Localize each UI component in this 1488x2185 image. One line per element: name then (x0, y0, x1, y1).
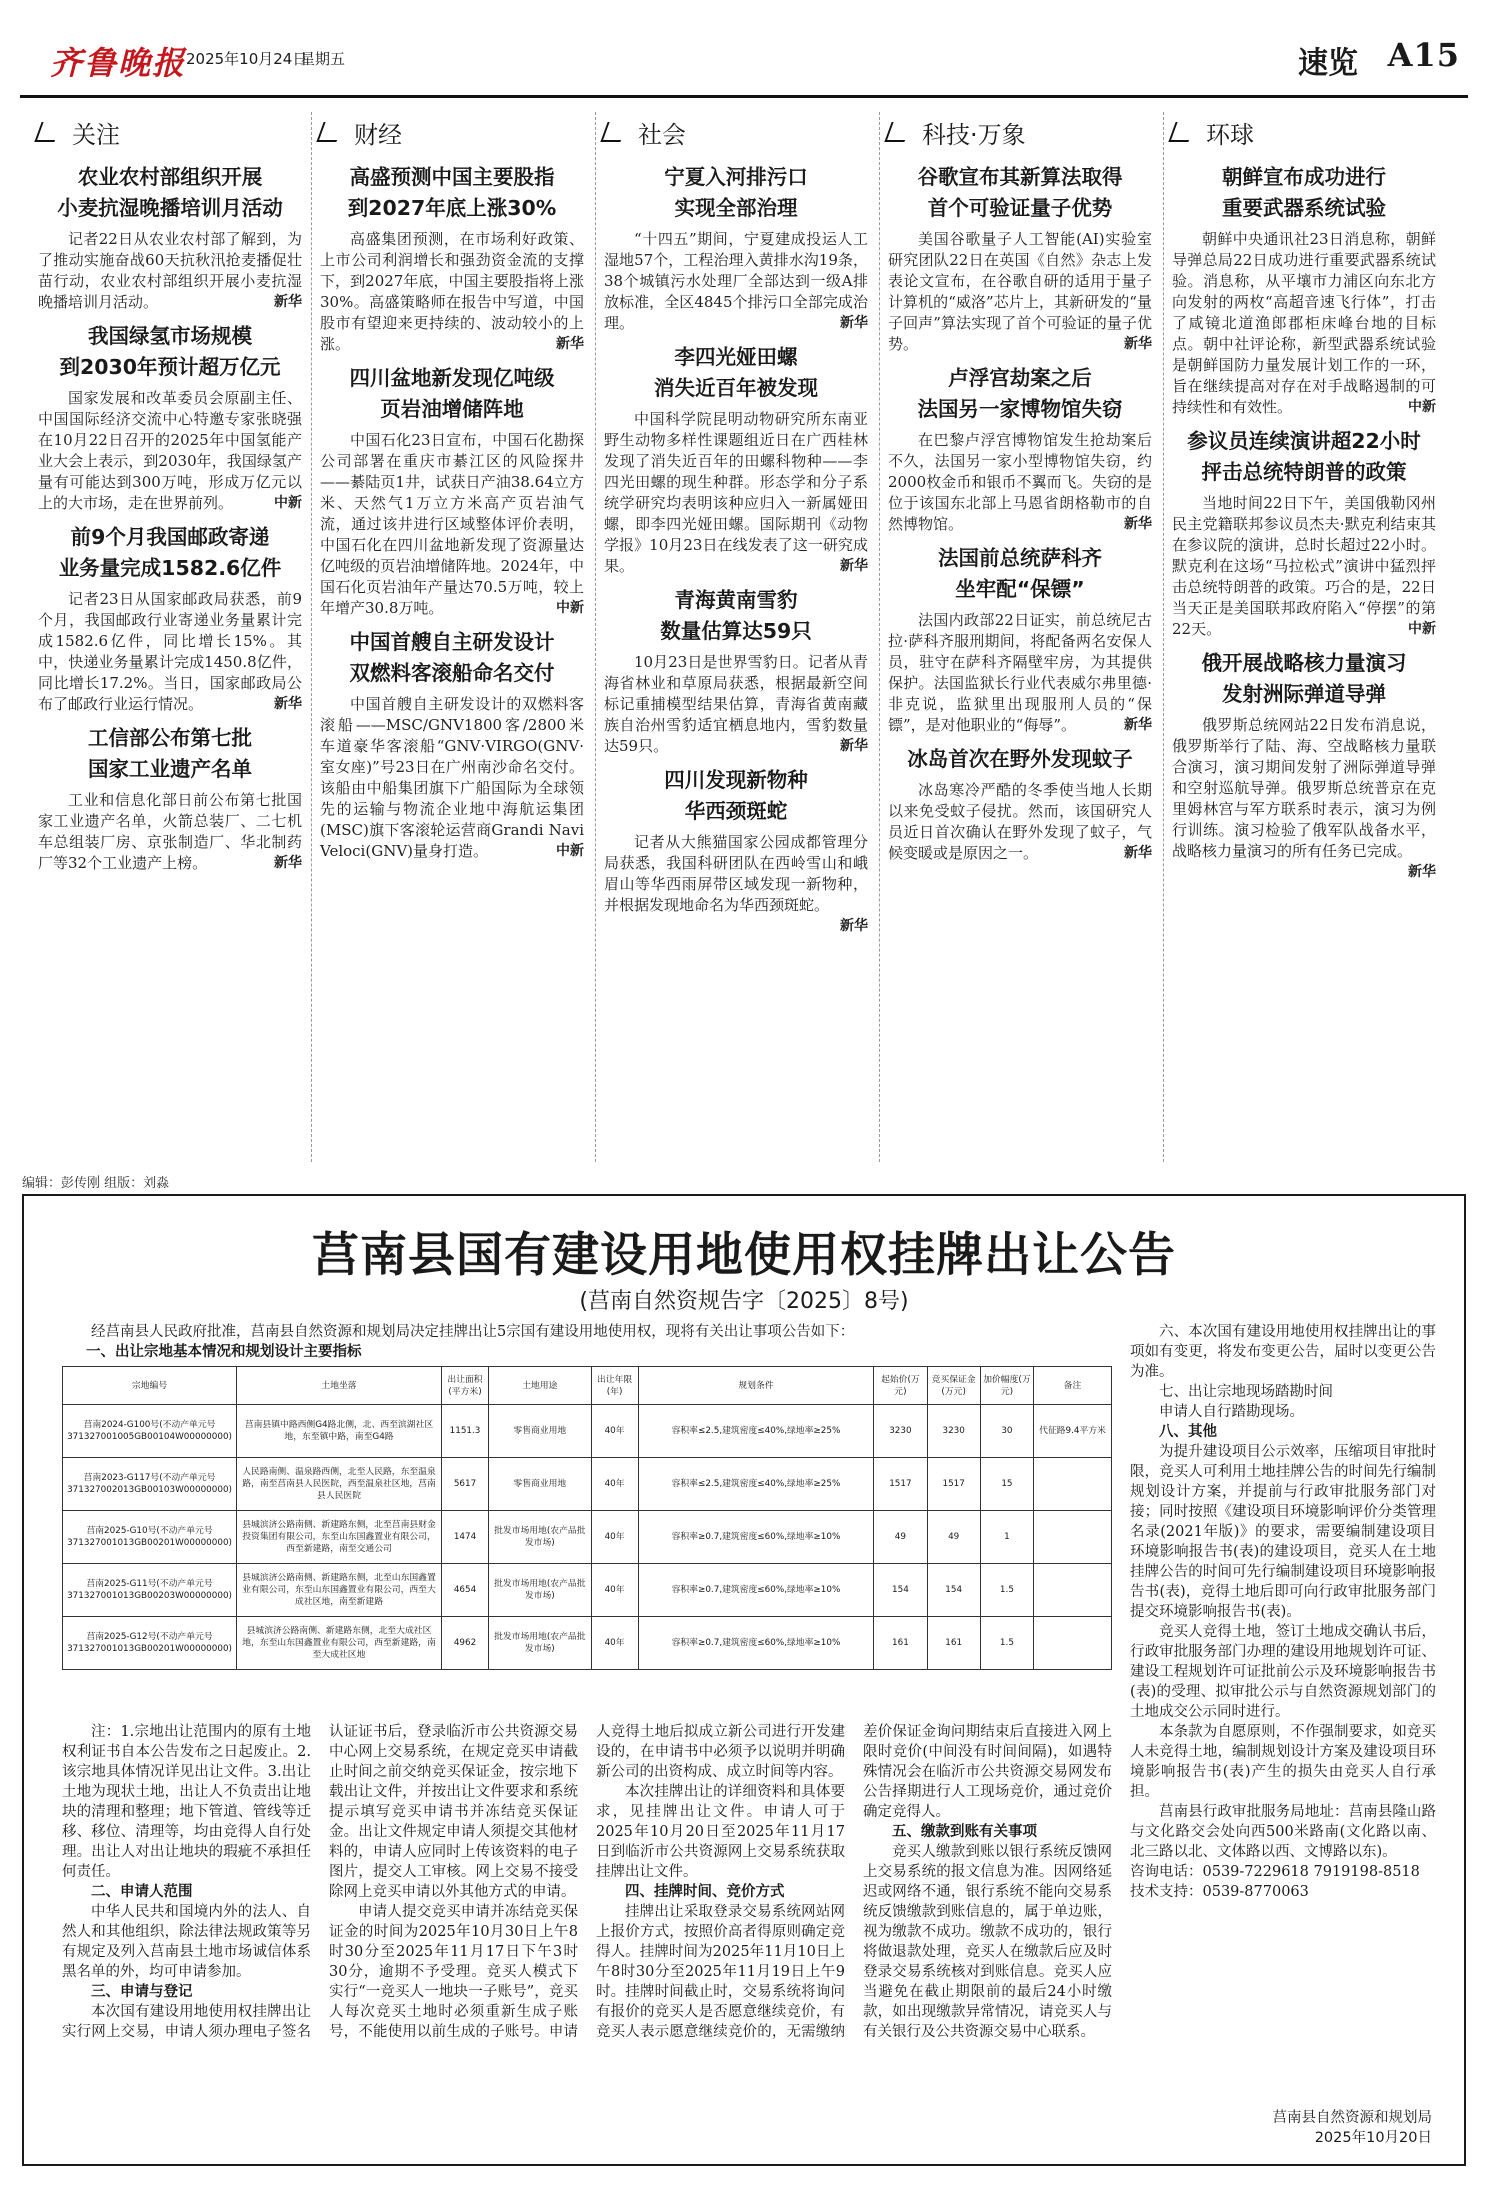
article-text: 中国科学院昆明动物研究所东南亚野生动物多样性课题组近日在广西桂林发现了消失近百年的田螺科物种——李四光田螺的现生种群。形态学和分子系统学研究均表明该种应归入一新属娅田螺，即李四光娅田螺。国际期刊《动物学报》10月23日在线发表了这一研究成果。 (604, 410, 868, 575)
article-body (604, 409, 868, 577)
article-body (888, 610, 1152, 736)
notice-subtitle: (莒南自然资规告字〔2025〕8号) (579, 1289, 909, 1314)
column-header (38, 110, 302, 154)
table-cell: 3230 (874, 1405, 927, 1458)
headline-line: 小麦抗湿晚播培训月活动 (57, 196, 283, 220)
table-cell: 1474 (441, 1511, 488, 1564)
table-cell: 批发市场用地(农产品批发市场) (489, 1511, 591, 1564)
right-paragraph: 申请人自行踏勘现场。 (1159, 1404, 1304, 1420)
table-cell: 49 (874, 1511, 927, 1564)
table-cell: 40年 (591, 1405, 638, 1458)
news-article (38, 522, 302, 715)
table-cell: 4962 (441, 1617, 488, 1670)
article-source: 新华 (840, 558, 868, 574)
parcel-table (62, 1366, 1112, 1670)
signature-date: 2025年10月20日 (1314, 2130, 1432, 2146)
news-article (604, 162, 868, 334)
table-cell: 零售商业用地 (489, 1458, 591, 1511)
article-body (888, 229, 1152, 355)
table-cell: 容积率≥0.7,建筑密度≤60%,绿地率≥10% (638, 1617, 874, 1670)
news-article (320, 363, 584, 619)
table-cell: 49 (927, 1511, 980, 1564)
article-text: 10月23日是世界雪豹日。记者从青海省林业和草原局获悉，根据最新空间标记重捕模型结果估算，青海省黄南藏族自治州雪豹适宜栖息地内，雪豹数量达59只。 (604, 653, 868, 755)
notes-paragraph: 中华人民共和国境内外的法人、自然人和其他组织，除法律法规政策等另有规定及列入莒南县土地市场诚信体系黑名单的外，均可申请参加。 (62, 1904, 311, 1980)
notice-notes (62, 1722, 1112, 2162)
article-body (604, 832, 868, 934)
column-header (1172, 110, 1436, 154)
headline-line: 冰岛首次在野外发现蚊子 (907, 747, 1133, 771)
news-column (38, 110, 302, 1170)
table-cell: 4654 (441, 1564, 488, 1617)
headline-line: 重要武器系统试验 (1222, 196, 1386, 220)
article-headline (888, 162, 1152, 224)
issue-weekday: 星期五 (300, 50, 346, 68)
column-title: 社会 (638, 120, 686, 149)
headline-line: 四川盆地新发现亿吨级 (349, 366, 555, 390)
table-cell (1034, 1564, 1112, 1617)
table-cell: 1151.3 (441, 1405, 488, 1458)
headline-line: 页岩油增储阵地 (380, 397, 524, 421)
article-source: 新华 (274, 294, 302, 310)
table-cell: 154 (927, 1564, 980, 1617)
article-headline (604, 342, 868, 404)
article-source: 新华 (1124, 336, 1152, 352)
table-cell: 代征路9.4平方米 (1034, 1405, 1112, 1458)
article-body (604, 652, 868, 757)
notice-right-column (1130, 1322, 1436, 1902)
article-text: 法国内政部22日证实，前总统尼古拉·萨科齐服刑期间，将配备两名安保人员，驻守在萨科齐隔壁牢房，为其提供保护。法国监狱长行业代表威尔弗里德·非克说，监狱里出现服刑人员的“保镖”，是对他职业的“侮辱”。 (888, 611, 1152, 734)
land-auction-notice (22, 1194, 1466, 2166)
article-body (38, 589, 302, 715)
table-cell: 161 (874, 1617, 927, 1670)
article-source: 中新 (274, 495, 302, 511)
article-headline (320, 627, 584, 689)
section-heading: 一、出让宗地基本情况和规划设计主要指标 (86, 1344, 362, 1360)
notes-heading: 二、申请人范围 (91, 1884, 193, 1900)
headline-line: 国家工业遗产名单 (88, 757, 252, 781)
column-header (320, 110, 584, 154)
news-article (38, 162, 302, 313)
headline-line: 发射洲际弹道导弹 (1222, 682, 1386, 706)
table-cell: 莒南2025-G12号(不动产单元号371327001013GB00201W00000000) (63, 1617, 237, 1670)
right-paragraph: 莒南县行政审批服务局地址：莒南县隆山路与文化路交会处向西500米路南(文化路以南、北三路以北、文体路以西、文博路以东)。 (1130, 1804, 1436, 1860)
table-row (63, 1617, 1112, 1670)
article-text: 记者从大熊猫国家公园成都管理分局获悉，我国科研团队在西岭雪山和峨眉山等华西雨屏带区域发现一新物种，并根据发现地命名为华西颈斑蛇。 (604, 833, 868, 914)
headline-line: 坐牢配“保镖” (955, 577, 1085, 601)
article-body (1172, 715, 1436, 880)
article-text: 朝鲜中央通讯社23日消息称，朝鲜导弹总局22日成功进行重要武器系统试验。消息称，从平壤市力浦区向东北方向发射的两枚“高超音速飞行体”，打击了咸镜北道渔郎郡柜床峰台地的目标点。朝中社评论称，新型武器系统试验是朝鲜国防力量发展计划工作的一环，旨在继续提高对存在对手战略遏制的可持续性和有效性。 (1172, 230, 1436, 416)
article-headline (1172, 426, 1436, 488)
right-paragraph: 竞买人竞得土地，签订土地成交确认书后，行政审批服务部门办理的建设用地规划许可证、建设工程规划许可证批前公示及环境影响报告书(表)的受理、拟审批公示与自然资源规划部门的土地成交公示同时进行。 (1130, 1624, 1436, 1720)
notice-intro: 经莒南县人民政府批准，莒南县自然资源和规划局决定挂牌出让5宗国有建设用地使用权，现将有关出让事项公告如下： (91, 1324, 855, 1340)
table-cell: 莒南2025-G11号(不动产单元号371327001013GB00203W00000000) (63, 1564, 237, 1617)
article-headline (1172, 162, 1436, 224)
newspaper-logo: 齐鲁晚报 (50, 44, 187, 82)
article-headline (888, 744, 1152, 775)
article-source: 新华 (840, 918, 868, 934)
article-text: 中国首艘自主研发设计的双燃料客滚船——MSC/GNV1800客/2800米车道豪华客滚船“GNV·VIRGO(GNV·室女座)”号23日在广州南沙命名交付。该船由中船集团旗下广船国际为全球领先的运输与物流企业地中海航运集团(MSC)旗下客滚轮运营商Grandi Navi Veloci(GNV)量身打造。 (320, 695, 584, 860)
headline-line: 工信部公布第七批 (88, 726, 252, 750)
table-header-cell: 备注 (1034, 1367, 1112, 1405)
news-article (888, 162, 1152, 355)
article-text: 美国谷歌量子人工智能(AI)实验室研究团队22日在英国《自然》杂志上发表论文宣布，在谷歌自研的适用于量子计算机的“威洛”芯片上，其新研发的“量子回声”算法实现了首个可验证的量子优势。 (888, 230, 1152, 353)
article-headline (604, 765, 868, 827)
table-cell: 容积率≤2.5,建筑密度≤40%,绿地率≥25% (638, 1458, 874, 1511)
article-headline (38, 522, 302, 584)
table-row (63, 1458, 1112, 1511)
news-article (888, 744, 1152, 864)
article-text: 中国石化23日宣布，中国石化勘探公司部署在重庆市綦江区的风险探井——綦陆页1井，试获日产油38.64立方米、天然气1万立方米高产页岩油气流，通过该井进行区域整体评价表明，中国石化在四川盆地新发现了资源量达亿吨级的页岩油增储阵地。2024年，中国石化页岩油年产量达70.5万吨，较上年增产30.8万吨。 (320, 431, 584, 617)
table-header-cell: 土地用途 (489, 1367, 591, 1405)
column-header (604, 110, 868, 154)
table-cell: 5617 (441, 1458, 488, 1511)
news-column (888, 110, 1152, 1170)
column-title: 关注 (72, 120, 120, 149)
headline-line: 我国绿氢市场规模 (88, 324, 252, 348)
column-header (888, 110, 1152, 154)
article-headline (320, 363, 584, 425)
arrow-marker-icon (316, 122, 343, 142)
news-article (38, 321, 302, 514)
table-cell: 容积率≥0.7,建筑密度≤60%,绿地率≥10% (638, 1511, 874, 1564)
notice-title: 莒南县国有建设用地使用权挂牌出让公告 (312, 1228, 1176, 1283)
article-source: 新华 (274, 696, 302, 712)
article-body (38, 388, 302, 514)
headline-line: 抨击总统特朗普的政策 (1201, 460, 1407, 484)
table-header-cell: 起始价(万元) (874, 1367, 927, 1405)
news-article (1172, 162, 1436, 418)
notes-paragraph: 本次国有建设用地使用权挂牌出让实行网上交易，申请人须办理电子签名认证证书后，登录临沂市公共资源交易中心网上交易系统，在规定竞买申请截止时间之前交纳竞买保证金，按宗地下载出让文件，并按出让文件要求和系统提示填写竞买申请书并冻结竞买保证金。出让文件规定申请人须提交其他材料的，申请人应同时上传该资料的电子图片，提交人工审核。网上交易不接受除网上竞买申请以外其他方式的申请。 (62, 1724, 578, 2040)
column-title: 环球 (1206, 120, 1254, 149)
headline-line: 高盛预测中国主要股指 (349, 165, 555, 189)
headline-line: 农业农村部组织开展 (77, 165, 263, 189)
table-cell: 40年 (591, 1458, 638, 1511)
headline-line: 到2027年底上涨30% (347, 196, 557, 220)
article-text: 国家发展和改革委员会原副主任、中国国际经济交流中心特邀专家张晓强在10月22日召开的2025年中国氢能产业大会上表示，到2030年，我国绿氢产量有可能达到300万吨，形成万亿元以上的大市场，走在世界前列。 (38, 389, 302, 512)
table-cell (1034, 1458, 1112, 1511)
article-headline (38, 321, 302, 383)
table-row (63, 1564, 1112, 1617)
news-article (38, 723, 302, 874)
table-cell: 容积率≥0.7,建筑密度≤60%,绿地率≥10% (638, 1564, 874, 1617)
article-headline (38, 162, 302, 224)
table-body (63, 1405, 1112, 1670)
headline-line: 华西颈斑蛇 (684, 799, 788, 823)
right-paragraph: 咨询电话：0539-7229618 7919198-8518 (1130, 1864, 1420, 1880)
table-header-row (63, 1367, 1112, 1405)
article-body (320, 229, 584, 355)
notes-paragraph: 本次挂牌出让的详细资料和具体要求，见挂牌出让文件。申请人可于2025年10月20日至2025年11月17日到临沂市公共资源网上交易系统获取挂牌出让文件。 (596, 1784, 845, 1880)
table-header-cell: 出让面积(平方米) (441, 1367, 488, 1405)
article-body (38, 790, 302, 874)
article-source: 中新 (1408, 621, 1436, 637)
article-headline (888, 543, 1152, 605)
article-body (38, 229, 302, 313)
article-text: 工业和信息化部日前公布第七批国家工业遗产名单，火箭总装厂、二七机车总组装厂房、京张制造厂、华北制药厂等32个工业遗产上榜。 (38, 791, 302, 872)
article-body (888, 780, 1152, 864)
article-body (1172, 229, 1436, 418)
column-divider (311, 112, 312, 1162)
news-article (604, 585, 868, 757)
news-article (888, 363, 1152, 535)
article-source: 新华 (556, 336, 584, 352)
arrow-marker-icon (34, 122, 61, 142)
table-cell: 人民路南侧、温泉路西侧，北至人民路，东至温泉路，南至莒南县人民医院，西至温泉社区地，莒南县人民医院 (237, 1458, 442, 1511)
table-cell: 批发市场用地(农产品批发市场) (489, 1564, 591, 1617)
article-headline (888, 363, 1152, 425)
headline-line: 青海黄南雪豹 (674, 588, 798, 612)
column-title: 科技·万象 (922, 120, 1026, 149)
headline-line: 谷歌宣布其新算法取得 (917, 165, 1123, 189)
signature-org: 莒南县自然资源和规划局 (1272, 2110, 1432, 2126)
right-paragraph: 为提升建设项目公示效率，压缩项目审批时限，竞买人可利用土地挂牌公告的时间先行编制规划设计方案，并提前与行政审批服务部门对接；同时按照《建设项目环境影响评价分类管理名录(2021年版)》的要求，需要编制建设项目环境影响报告书(表)的建设项目，竞买人在土地挂牌公告的时间可先行编制建设项目环境影响报告书(表)，竞得土地后即可向行政审批服务部门提交环境影响报告书(表)。 (1130, 1444, 1436, 1620)
table-header-cell: 竞买保证金(万元) (927, 1367, 980, 1405)
table-header-cell: 出让年限(年) (591, 1367, 638, 1405)
headline-line: 实现全部治理 (674, 196, 798, 220)
table-cell: 批发市场用地(农产品批发市场) (489, 1617, 591, 1670)
table-header-cell: 宗地编号 (63, 1367, 237, 1405)
article-text: 当地时间22日下午，美国俄勒冈州民主党籍联邦参议员杰夫·默克利结束其在参议院的演讲，总时长超过22小时。默克利在这场“马拉松式”演讲中猛烈抨击总统特朗普的政策。巧合的是，22日当天正是美国联邦政府陷入“停摆”的第22天。 (1172, 494, 1436, 638)
news-column (604, 110, 868, 1170)
notice-signature (1273, 2108, 1433, 2148)
article-headline (604, 162, 868, 224)
table-header-cell: 加价幅度(万元) (980, 1367, 1033, 1405)
article-headline (320, 162, 584, 224)
article-headline (1172, 648, 1436, 710)
news-article (1172, 426, 1436, 640)
article-text: 在巴黎卢浮宫博物馆发生抢劫案后不久，法国另一家小型博物馆失窃，约2000枚金币和银币不翼而飞。失窃的是位于该国东北部上马恩省朗格勒市的自然博物馆。 (888, 431, 1152, 533)
headline-line: 首个可验证量子优势 (927, 196, 1113, 220)
article-body (320, 694, 584, 862)
column-title: 财经 (354, 120, 402, 149)
table-cell: 30 (980, 1405, 1033, 1458)
table-cell: 县城滨济公路南侧、新建路东侧，北至山东国鑫置业有限公司，东至山东国鑫置业有限公司，西至大成社区地，南至新建路 (237, 1564, 442, 1617)
headline-line: 俄开展战略核力量演习 (1201, 651, 1407, 675)
headline-line: 数量估算达59只 (660, 619, 812, 643)
article-body (604, 229, 868, 334)
table-cell: 莒南县镇中路西侧G4路北侧，北、西至滨湖社区地，东至镇中路，南至G4路 (237, 1405, 442, 1458)
notes-paragraph: 竞买人缴款到账以银行系统反馈网上交易系统的报文信息为准。因网络延迟或网络不通，银行系统不能向交易系统反馈缴款到账信息的，属于单边账，视为缴款不成功。缴款不成功的，银行将做退款处理，竞买人在缴款后应及时登录交易系统核对到账信息。竞买人应当避免在截止期限前的最后24小时缴款，如出现缴款异常情况，请竞买人与有关银行及公共资源交易中心联系。 (863, 1844, 1112, 2040)
headline-line: 中国首艘自主研发设计 (349, 630, 555, 654)
article-body (320, 430, 584, 619)
article-source: 新华 (1124, 845, 1152, 861)
article-source: 新华 (1124, 717, 1152, 733)
table-cell (1034, 1617, 1112, 1670)
headline-line: 法国另一家博物馆失窃 (917, 397, 1123, 421)
article-source: 新华 (1408, 864, 1436, 880)
headline-line: 宁夏入河排污口 (664, 165, 808, 189)
table-cell: 161 (927, 1617, 980, 1670)
masthead (20, 30, 1468, 94)
headline-line: 李四光娅田螺 (674, 345, 798, 369)
right-paragraph: 六、本次国有建设用地使用权挂牌出让的事项如有变更，将发布变更公告，届时以变更公告为准。 (1130, 1324, 1436, 1380)
table-cell: 40年 (591, 1617, 638, 1670)
editor-credit: 编辑：彭传刚 组版：刘淼 (22, 1176, 170, 1191)
article-body (1172, 493, 1436, 640)
headline-line: 到2030年预计超万亿元 (59, 355, 281, 379)
article-source: 中新 (556, 843, 584, 859)
article-source: 新华 (274, 855, 302, 871)
table-header-cell: 规划条件 (638, 1367, 874, 1405)
table-cell: 154 (874, 1564, 927, 1617)
column-divider (595, 112, 596, 1162)
table-cell: 莒南2025-G10号(不动产单元号371327001013GB00201W00000000) (63, 1511, 237, 1564)
news-article (604, 765, 868, 934)
headline-line: 朝鲜宣布成功进行 (1222, 165, 1386, 189)
right-heading: 八、其他 (1159, 1424, 1217, 1440)
table-cell (1034, 1511, 1112, 1564)
article-body (888, 430, 1152, 535)
notice-main (62, 1322, 1112, 1670)
notes-heading: 五、缴款到账有关事项 (892, 1824, 1037, 1840)
article-source: 中新 (1408, 399, 1436, 415)
headline-line: 参议员连续演讲超22小时 (1187, 429, 1421, 453)
news-article (604, 342, 868, 577)
headline-line: 法国前总统萨科齐 (938, 546, 1102, 570)
issue-date: 2025年10月24日 (186, 50, 308, 68)
table-cell: 40年 (591, 1511, 638, 1564)
article-source: 新华 (840, 315, 868, 331)
article-text: 记者22日从农业农村部了解到，为了推动实施奋战60天抗秋汛抢麦播促壮苗行动，农业农村部组织开展小麦抗湿晚播培训月活动。 (38, 230, 302, 311)
headline-line: 消失近百年被发现 (654, 376, 818, 400)
column-divider (1163, 112, 1164, 1162)
table-header-cell: 土地坐落 (237, 1367, 442, 1405)
news-column (320, 110, 584, 1170)
table-cell: 40年 (591, 1564, 638, 1617)
article-source: 中新 (556, 600, 584, 616)
article-text: 记者23日从国家邮政局获悉，前9个月，我国邮政行业寄递业务量累计完成1582.6亿件，同比增长15%。其中，快递业务量累计完成1450.8亿件，同比增长17.2%。当日，国家邮政局公布了邮政行业运行情况。 (38, 590, 302, 713)
table-cell: 莒南2024-G100号(不动产单元号371327001005GB00104W00000000) (63, 1405, 237, 1458)
arrow-marker-icon (600, 122, 627, 142)
article-headline (604, 585, 868, 647)
notes-paragraph: 注：1.宗地出让范围内的原有土地权利证书自本公告发布之日起废止。2.该宗地具体情况详见出让文件。3.出让土地为现状土地，出让人不负责出让地块的清理和整理；地下管道、管线等迁移、移位、清理等，均由竞得人自行处理。出让人对出让地块的瑕疵不承担任何责任。 (62, 1724, 311, 1880)
table-cell: 1.5 (980, 1617, 1033, 1670)
column-divider (879, 112, 880, 1162)
news-article (888, 543, 1152, 736)
table-cell: 1.5 (980, 1564, 1033, 1617)
news-article (1172, 648, 1436, 880)
table-cell: 零售商业用地 (489, 1405, 591, 1458)
news-article (320, 627, 584, 862)
table-cell: 1517 (874, 1458, 927, 1511)
right-paragraph: 七、出让宗地现场踏勘时间 (1159, 1384, 1333, 1400)
article-text: “十四五”期间，宁夏建成投运人工湿地57个，工程治理入黄排水沟19条，38个城镇污水处理厂全部达到一级A排放标准，全区4845个排污口全部完成治理。 (604, 230, 868, 332)
notes-heading: 三、申请与登记 (91, 1984, 193, 2000)
table-row (63, 1511, 1112, 1564)
table-cell: 县城滨济公路南侧、新建路东侧，北至大成社区地，东至山东国鑫置业有限公司，西至新建路，南至大成社区地 (237, 1617, 442, 1670)
table-cell: 1517 (927, 1458, 980, 1511)
article-source: 新华 (1124, 516, 1152, 532)
headline-line: 双燃料客滚船命名交付 (349, 661, 555, 685)
headline-line: 业务量完成1582.6亿件 (58, 556, 282, 580)
table-cell: 1 (980, 1511, 1033, 1564)
masthead-rule (20, 95, 1468, 98)
table-cell: 3230 (927, 1405, 980, 1458)
headline-line: 前9个月我国邮政寄递 (70, 525, 270, 549)
news-article (320, 162, 584, 355)
notes-paragraph: 申请人提交竞买申请并冻结竞买保证金的时间为2025年10月30日上午8时30分至2025年11月17日下午3时30分，逾期不予受理。竞买人模式下实行“一竞买人一地块一子账号”，竞买人每次竞买土地时必须重新生成子账号，不能使用以前生成的子账号。申请人竞得土地后拟成立新公司进行开发建设的，在申请书中必须予以说明并明确新公司的出资构成、成立时间等内容。 (329, 1724, 845, 2040)
table-cell: 15 (980, 1458, 1033, 1511)
notes-heading: 四、挂牌时间、竞价方式 (625, 1884, 785, 1900)
table-row (63, 1405, 1112, 1458)
table-cell: 县城滨济公路南侧、新建路东侧，北至莒南县财金投资集团有限公司，东至山东国鑫置业有限公司，西至新建路，南至交通公司 (237, 1511, 442, 1564)
notes-paragraph: 挂牌出让采取登录交易系统网站网上报价方式，按照价高者得原则确定竞得人。挂牌时间为2025年11月10日上午8时30分至2025年11月19日上午9时。挂牌时间截止时，交易系统将询问有报价的竞买人是否愿意继续竞价，有竞买人表示愿意继续竞价的，无需缴纳差价保证金询问期结束后直接进入网上限时竞价(中间没有时间间隔)，如遇特殊情况会在临沂市公共资源交易网发布公告择期进行人工现场竞价，通过竞价确定竞得人。 (596, 1724, 1112, 2040)
article-text: 俄罗斯总统网站22日发布消息说，俄罗斯举行了陆、海、空战略核力量联合演习，演习期间发射了洲际弹道导弹和空射巡航导弹。俄罗斯总统普京在克里姆林宫与军方联系时表示，演习为例行训练。演习检验了俄军队战备水平，战略核力量演习的所有任务已完成。 (1172, 716, 1436, 860)
right-paragraph: 技术支持：0539-8770063 (1130, 1884, 1309, 1900)
headline-line: 四川发现新物种 (664, 768, 808, 792)
article-headline (38, 723, 302, 785)
page-number: A15 (1387, 36, 1460, 74)
arrow-marker-icon (884, 122, 911, 142)
section-name: 速览 (1298, 46, 1358, 81)
right-paragraph: 本条款为自愿原则，不作强制要求，如竞买人未竞得土地，编制规划设计方案及建设项目环境影响报告书(表)产生的损失由竞买人自行承担。 (1130, 1724, 1436, 1800)
article-source: 新华 (840, 738, 868, 754)
article-text: 冰岛寒冷严酷的冬季使当地人长期以来免受蚊子侵扰。然而，该国研究人员近日首次确认在野外发现了蚊子，气候变暖或是原因之一。 (888, 781, 1152, 862)
headline-line: 卢浮宫劫案之后 (948, 366, 1092, 390)
article-text: 高盛集团预测，在市场利好政策、上市公司利润增长和强劲资金流的支撑下，到2027年底，中国主要股指将上涨30%。高盛策略师在报告中写道，中国股市有望迎来更持续的、波动较小的上涨。 (320, 230, 584, 353)
table-cell: 莒南2023-G117号(不动产单元号371327002013GB00103W00000000) (63, 1458, 237, 1511)
arrow-marker-icon (1168, 122, 1195, 142)
news-column (1172, 110, 1436, 1170)
table-cell: 容积率≤2.5,建筑密度≤40%,绿地率≥25% (638, 1405, 874, 1458)
